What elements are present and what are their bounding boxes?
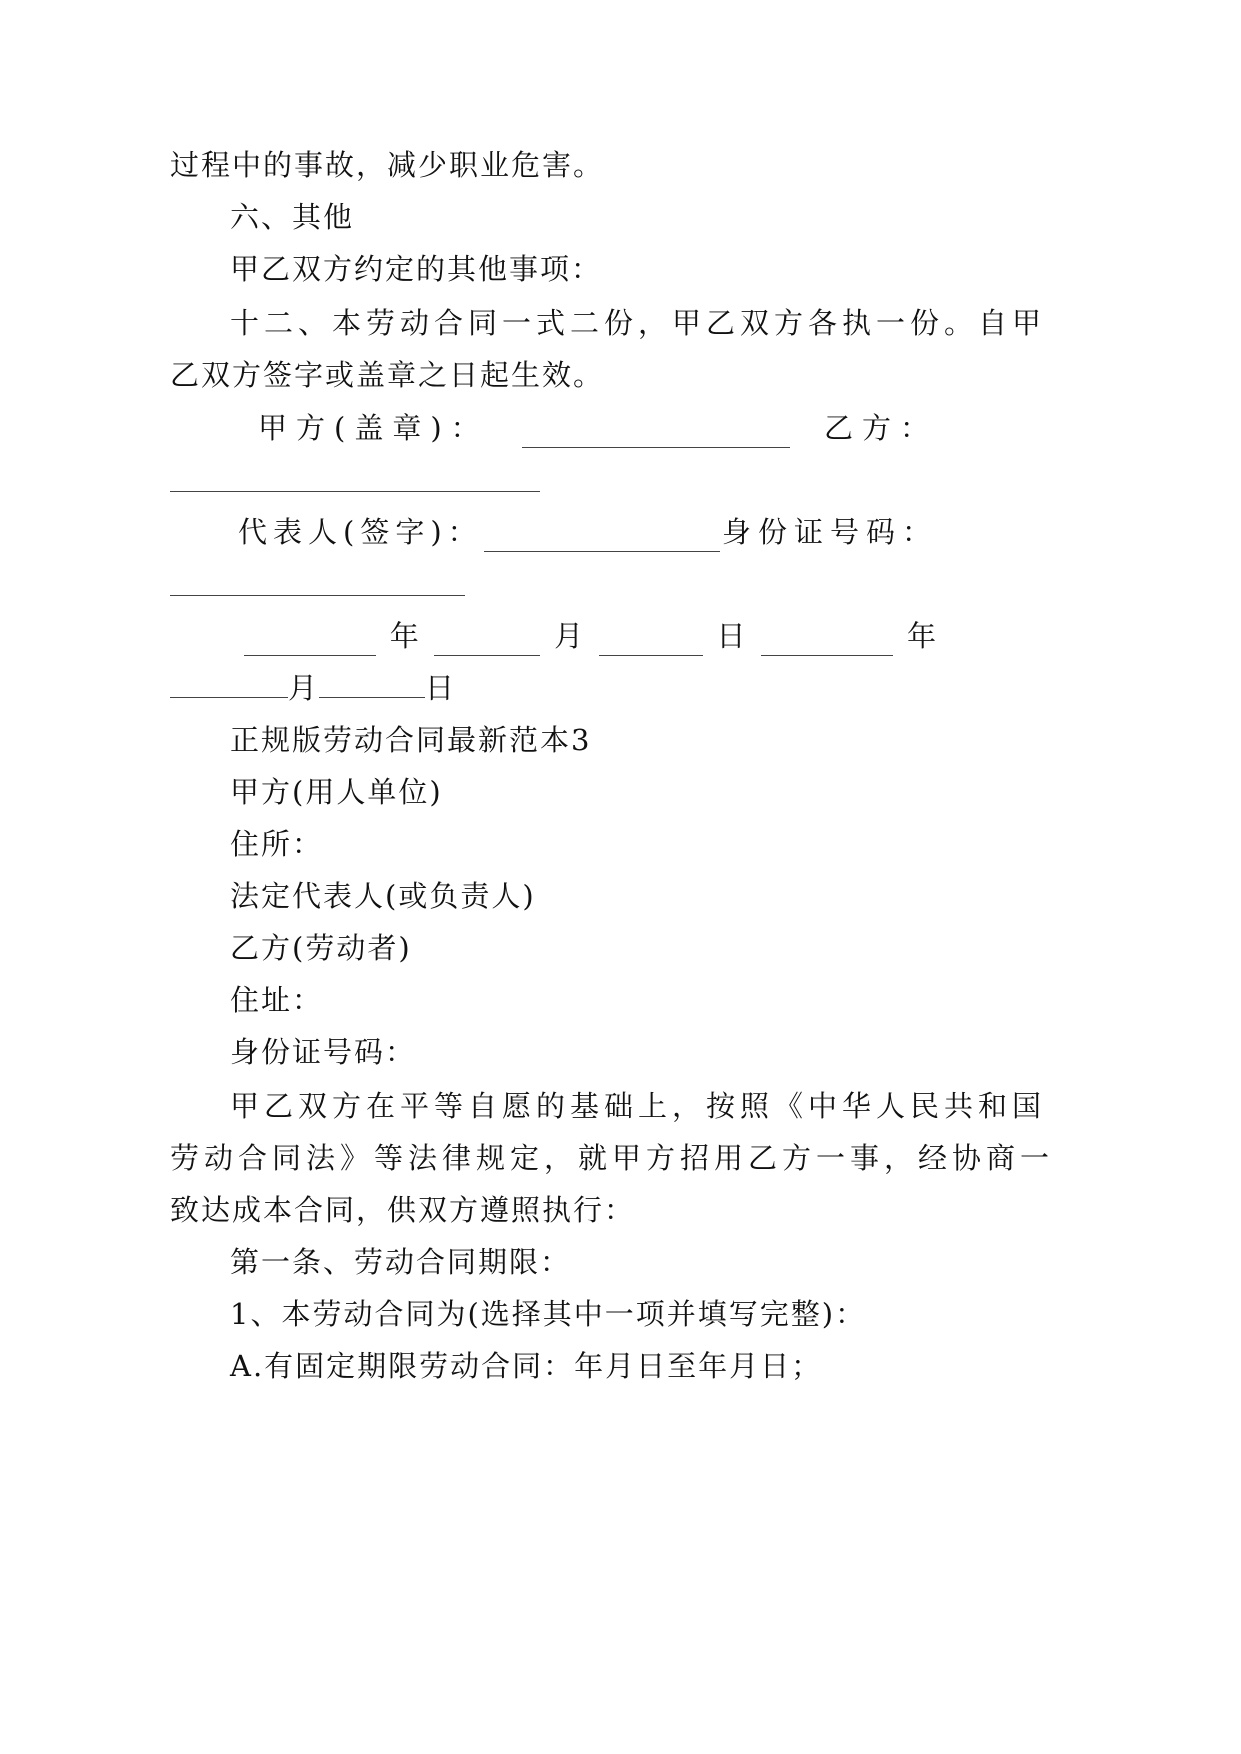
- text-line: 劳动合同法》等法律规定，就甲方招用乙方一事，经协商一: [170, 1141, 1055, 1175]
- representative-label: 代表人(签字)：: [238, 515, 483, 549]
- month-blank: [170, 673, 288, 698]
- party-b-blank: [170, 467, 540, 492]
- party-b-label: 乙方：: [823, 411, 938, 445]
- day-blank: [599, 631, 703, 656]
- representative-blank: [484, 527, 720, 552]
- text-line: 十二、本劳动合同一式二份，甲乙双方各执一份。自甲: [230, 306, 1047, 340]
- text-line: 甲乙双方在平等自愿的基础上，按照《中华人民共和国: [230, 1089, 1047, 1123]
- id-number-blank: [170, 571, 465, 596]
- signature-party-row: [258, 408, 938, 448]
- id-number-label: 身份证号码：: [721, 515, 938, 549]
- document-title: 正规版劳动合同最新范本3: [230, 723, 592, 757]
- signature-date-row: [244, 616, 938, 656]
- text-line: 过程中的事故，减少职业危害。: [170, 148, 605, 182]
- year-blank: [761, 631, 893, 656]
- id-number-line: [170, 566, 465, 606]
- month-blank: [434, 631, 540, 656]
- text-line: 1、本劳动合同为(选择其中一项并填写完整)：: [230, 1297, 867, 1331]
- day-label: 日: [716, 619, 748, 653]
- year-label: 年: [389, 619, 421, 653]
- text-line: 住址：: [230, 983, 324, 1017]
- signature-date-row-2: [170, 668, 456, 708]
- text-line: 甲方(用人单位): [230, 775, 443, 809]
- year-label: 年: [906, 619, 938, 653]
- text-line: 法定代表人(或负责人): [230, 879, 536, 913]
- text-line: 致达成本合同，供双方遵照执行：: [170, 1193, 636, 1227]
- text-line: A.有固定期限劳动合同：年月日至年月日；: [230, 1349, 823, 1383]
- text-line: 乙双方签字或盖章之日起生效。: [170, 358, 605, 392]
- text-line: 住所：: [230, 827, 324, 861]
- party-a-label: 甲方(盖章)：: [258, 411, 489, 445]
- month-label: 月: [288, 671, 320, 705]
- section-heading: 六、其他: [230, 200, 355, 234]
- text-line: 乙方(劳动者): [230, 931, 412, 965]
- day-label: 日: [425, 671, 457, 705]
- year-blank: [244, 631, 376, 656]
- section-heading: 第一条、劳动合同期限：: [230, 1245, 572, 1279]
- day-blank: [319, 673, 425, 698]
- party-b-line: [170, 462, 540, 502]
- signature-representative-row: [238, 512, 938, 552]
- text-line: 身份证号码：: [230, 1035, 417, 1069]
- party-a-blank: [522, 423, 790, 448]
- text-line: 甲乙双方约定的其他事项：: [230, 252, 603, 286]
- month-label: 月: [554, 619, 586, 653]
